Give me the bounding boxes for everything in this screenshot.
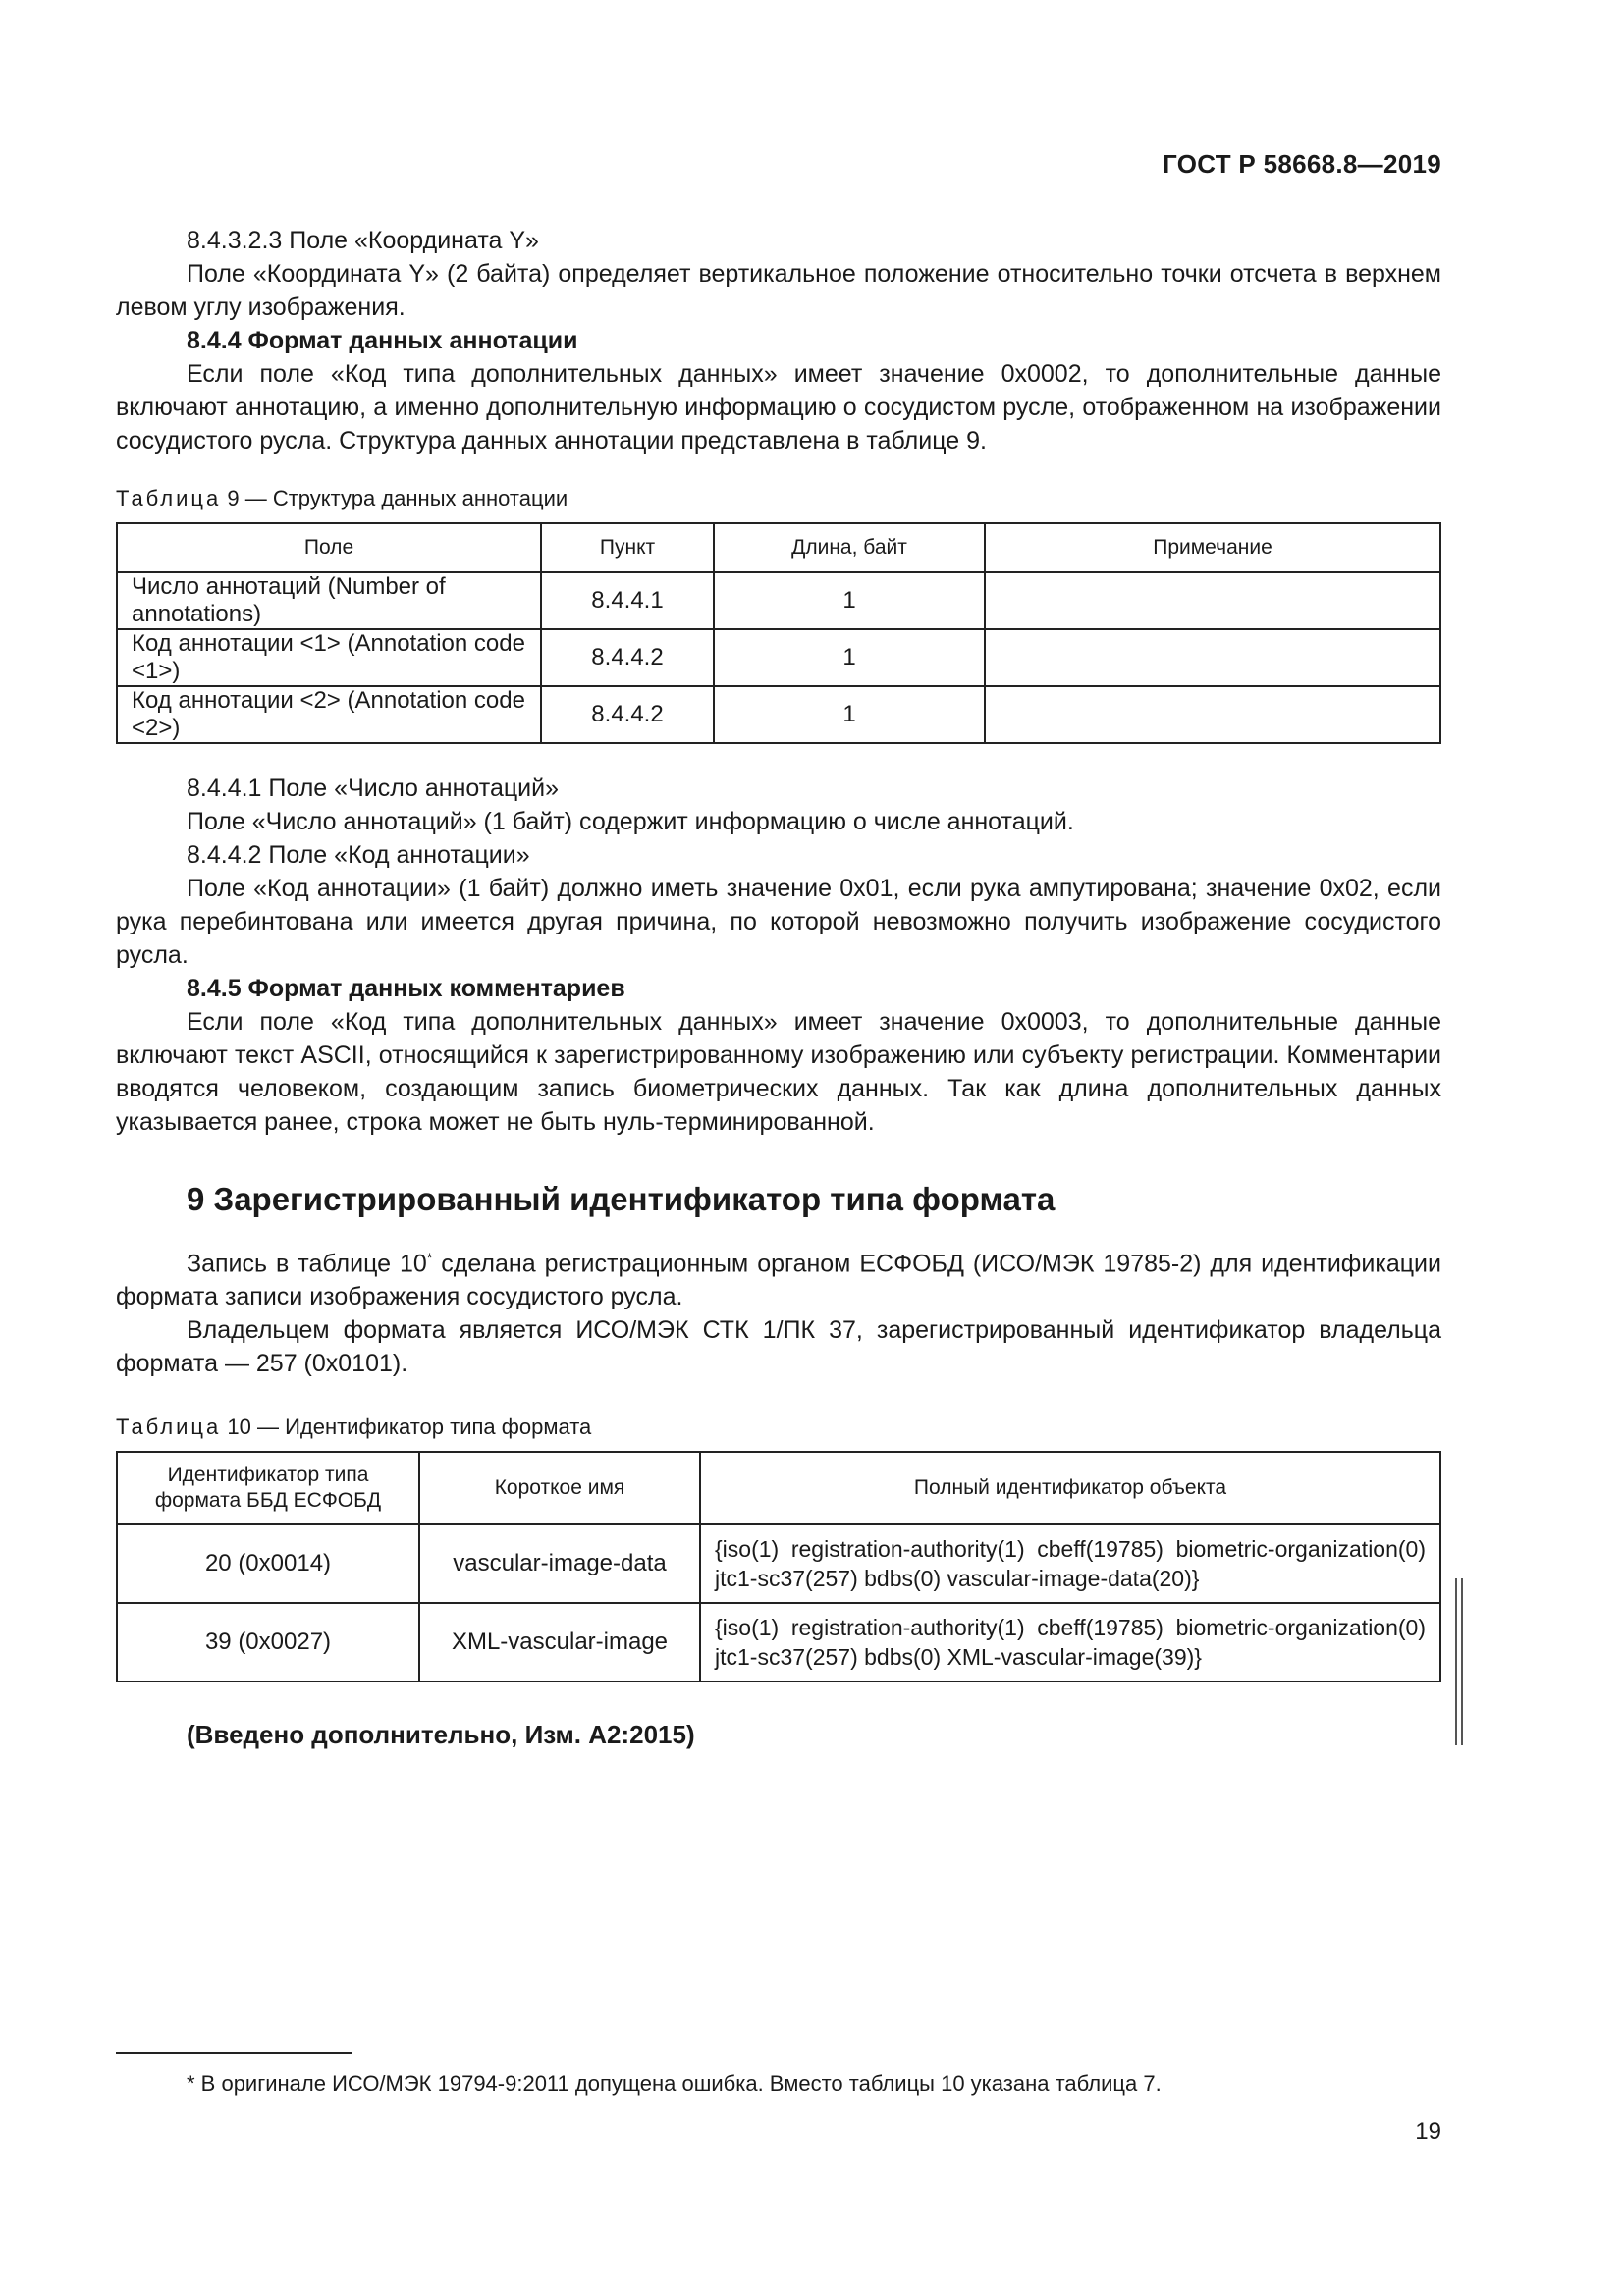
amendment-note: (Введено дополнительно, Изм. А2:2015) xyxy=(187,1720,695,1750)
clause-text: Владельцем формата является ИСО/МЭК СТК 1/ПК 37, зарегистрированный идентификатор владельца формата — 257 (0x0101). xyxy=(116,1316,1441,1378)
table-header-cell: Короткое имя xyxy=(419,1452,700,1524)
table-cell: 1 xyxy=(714,629,985,686)
table-cell: Число аннотаций (Number of annotations) xyxy=(117,572,541,629)
table-row xyxy=(117,686,1440,743)
table-header-row xyxy=(117,523,1440,572)
footnote-mark: * xyxy=(426,1250,433,1265)
clause-text: Поле «Код аннотации» (1 байт) должно иметь значение 0x01, если рука ампутирована; значение 0x02, если рука перебинтована или имеется другая причина, по которой невозможно получить изображение сосудистого русла. xyxy=(116,875,1441,969)
format-identifier-table xyxy=(116,1451,1441,1682)
table-row xyxy=(117,629,1440,686)
table-cell: vascular-image-data xyxy=(419,1524,700,1603)
clause-title: 8.4.5 Формат данных комментариев xyxy=(187,975,625,1002)
table-cell: XML-vascular-image xyxy=(419,1603,700,1682)
table-cell: Код аннотации <1> (Annotation code <1>) xyxy=(117,629,541,686)
table-cell: 8.4.4.1 xyxy=(541,572,714,629)
table-header-cell: Примечание xyxy=(985,523,1440,572)
table-caption xyxy=(116,1414,1441,1441)
clause-title: 8.4.3.2.3 Поле «Координата Y» xyxy=(187,227,539,254)
table-header-cell: Поле xyxy=(117,523,541,572)
table-cell: 39 (0x0027) xyxy=(117,1603,419,1682)
clause-text xyxy=(116,1241,1441,1313)
table-cell: {iso(1) registration-authority(1) cbeff(19785) biometric-organization(0) jtc1-sc37(257) bdbs(0) XML-vascular-image(39)} xyxy=(700,1603,1440,1682)
table-row xyxy=(117,572,1440,629)
footnote-separator xyxy=(116,2052,352,2054)
table-caption-text: 10 — Идентификатор типа формата xyxy=(221,1415,592,1440)
table-caption-text: 9 — Структура данных аннотации xyxy=(221,486,568,510)
clause-text: Поле «Число аннотаций» (1 байт) содержит информацию о числе аннотаций. xyxy=(187,808,1074,835)
clause-title: 8.4.4 Формат данных аннотации xyxy=(187,327,578,354)
document-code: ГОСТ Р 58668.8—2019 xyxy=(1163,149,1441,179)
table-caption-label: Таблица xyxy=(116,1415,222,1440)
table-cell: Код аннотации <2> (Annotation code <2>) xyxy=(117,686,541,743)
text-span: Запись в таблице 10 xyxy=(187,1250,427,1278)
table-row xyxy=(117,1524,1440,1603)
table-header-cell: Пункт xyxy=(541,523,714,572)
table-cell xyxy=(985,686,1440,743)
table-cell: 1 xyxy=(714,686,985,743)
table-cell: 8.4.4.2 xyxy=(541,686,714,743)
page-number: 19 xyxy=(1415,2118,1441,2145)
table-row xyxy=(117,1603,1440,1682)
clause-text: Поле «Координата Y» (2 байта) определяет вертикальное положение относительно точки отсчета в верхнем левом углу изображения. xyxy=(116,260,1441,321)
section-heading: 9 Зарегистрированный идентификатор типа формата xyxy=(187,1181,1056,1217)
table-cell: 1 xyxy=(714,572,985,629)
clause-text: Если поле «Код типа дополнительных данных» имеет значение 0x0002, то дополнительные данные включают аннотацию, а именно дополнительную информацию о сосудистом русле, отображенном на изображении сосудистого русла. Структура данных аннотации представлена в таблице 9. xyxy=(116,360,1441,454)
footnote: * В оригинале ИСО/МЭК 19794-9:2011 допущена ошибка. Вместо таблицы 10 указана таблица 7. xyxy=(187,2071,1162,2096)
clause-text: Если поле «Код типа дополнительных данных» имеет значение 0x0003, то дополнительные данные включают текст ASCII, относящийся к зарегистрированному изображению или субъекту регистрации. Комментарии вводятся человеком, создающим запись биометрических данных. Так как длина дополнительных данных указывается ранее, строка может не быть нуль-терминированной. xyxy=(116,1008,1441,1136)
table-cell xyxy=(985,572,1440,629)
page-body xyxy=(116,224,1441,1750)
table-caption-label: Таблица xyxy=(116,486,222,510)
change-bar xyxy=(1455,1578,1463,1745)
table-header-cell: Идентификатор типа формата ББД ЕСФОБД xyxy=(117,1452,419,1524)
table-cell xyxy=(985,629,1440,686)
clause-title: 8.4.4.1 Поле «Число аннотаций» xyxy=(187,774,560,802)
table-cell: 8.4.4.2 xyxy=(541,629,714,686)
table-header-cell: Полный идентификатор объекта xyxy=(700,1452,1440,1524)
table-caption xyxy=(116,485,1441,512)
text-span: сделана регистрационным органом ЕСФОБД (ИСО/МЭК 19785-2) для идентификации формата записи изображения сосудистого русла. xyxy=(116,1250,1441,1311)
table-header-cell: Длина, байт xyxy=(714,523,985,572)
table-cell: {iso(1) registration-authority(1) cbeff(19785) biometric-organization(0) jtc1-sc37(257) bdbs(0) vascular-image-data(20)} xyxy=(700,1524,1440,1603)
table-cell: 20 (0x0014) xyxy=(117,1524,419,1603)
annotation-structure-table xyxy=(116,522,1441,744)
clause-title: 8.4.4.2 Поле «Код аннотации» xyxy=(187,841,530,869)
table-header-row xyxy=(117,1452,1440,1524)
